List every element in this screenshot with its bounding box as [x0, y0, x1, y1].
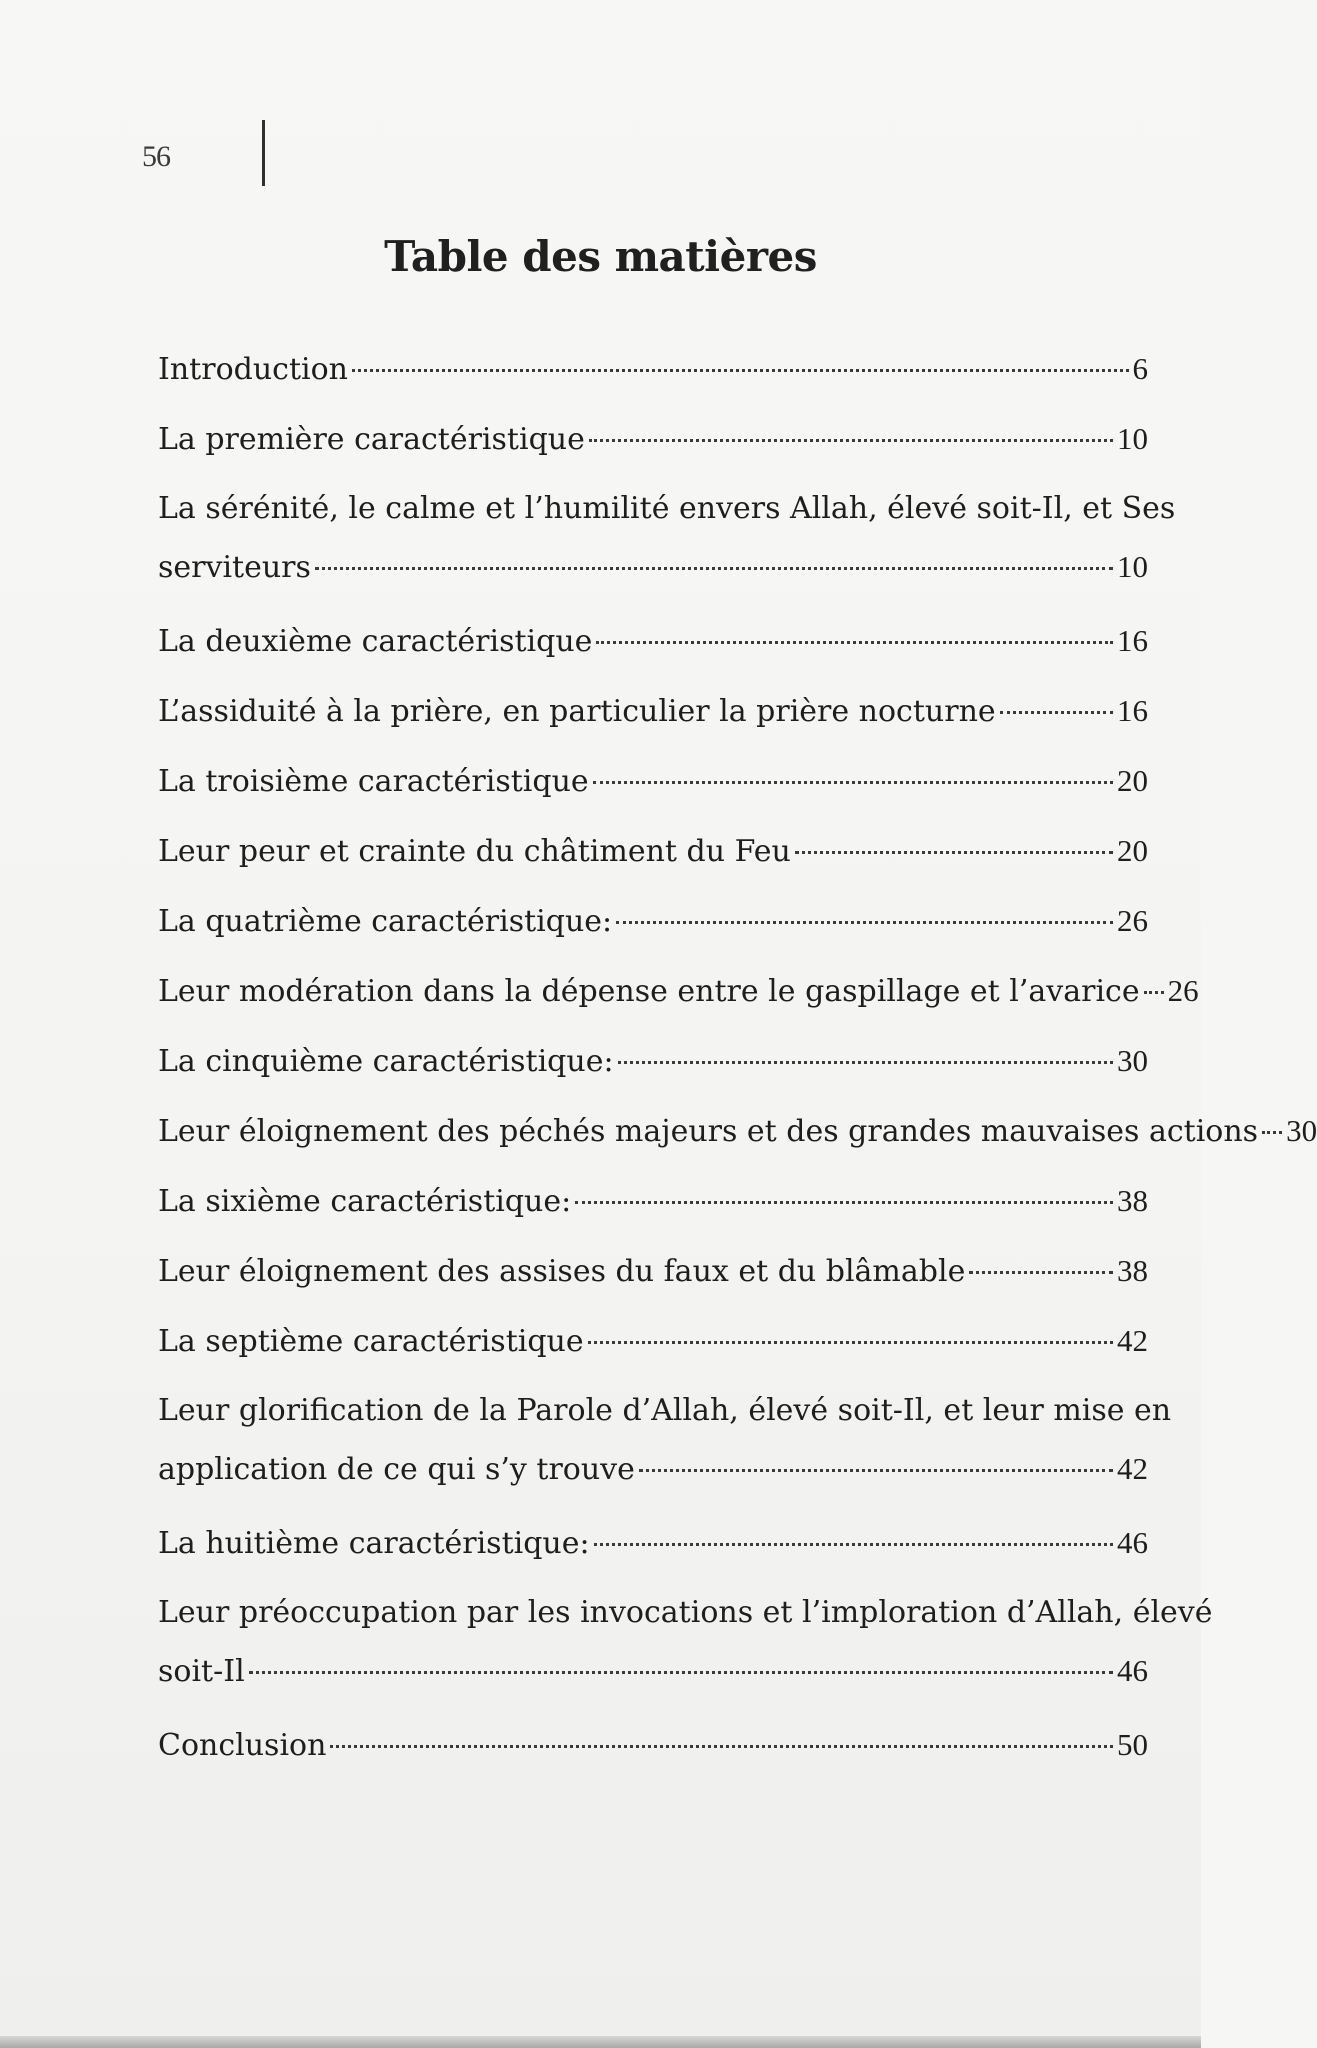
toc-entry-text-line: Leur éloignement des péchés majeurs et des grandes mauvaises actions	[158, 1114, 1259, 1149]
toc-entry-text-line: soit-Il	[158, 1654, 245, 1689]
toc-entry	[158, 1514, 1148, 1584]
toc-entry-page: 16	[1117, 623, 1148, 658]
toc-entry-page: 42	[1117, 1451, 1148, 1486]
toc-leader-dots	[969, 1271, 1113, 1274]
toc-entry-text-line: serviteurs	[158, 550, 311, 585]
page-bottom-edge	[0, 2036, 1201, 2048]
page-number: 56	[142, 140, 170, 173]
toc-entry-last-line	[158, 538, 1148, 597]
toc-entry	[158, 822, 1148, 892]
toc-entry-page: 20	[1117, 763, 1148, 798]
toc-leader-dots	[639, 1469, 1113, 1472]
toc-entry-text-line: La première caractéristique	[158, 422, 585, 457]
toc-entry-text-line: Leur préoccupation par les invocations et l’imploration d’Allah, élevé	[158, 1595, 1213, 1630]
toc-entry	[158, 1032, 1148, 1102]
toc-entry-page: 10	[1117, 421, 1148, 456]
toc-entry-text-line: Leur modération dans la dépense entre le gaspillage et l’avarice	[158, 974, 1140, 1009]
toc-entry-text-line: La huitième caractéristique:	[158, 1526, 590, 1561]
toc-entry-page: 38	[1117, 1253, 1148, 1288]
toc-entry-text-line: Introduction	[158, 352, 348, 387]
toc-entry-page: 46	[1117, 1653, 1148, 1688]
toc-entry-page: 42	[1117, 1323, 1148, 1358]
toc-entry	[158, 612, 1148, 682]
toc-entry	[158, 480, 1176, 612]
toc-leader-dots	[618, 1061, 1113, 1064]
toc-leader-dots	[352, 369, 1129, 372]
toc-entry	[158, 1102, 1317, 1172]
toc-entry	[158, 1172, 1148, 1242]
toc-entry	[158, 340, 1148, 410]
toc-entry-page: 26	[1117, 903, 1148, 938]
toc-entry	[158, 410, 1148, 480]
toc-entry-text-line: Leur peur et crainte du châtiment du Feu	[158, 834, 791, 869]
toc-entry-text-line: application de ce qui s’y trouve	[158, 1452, 635, 1487]
toc-entry-page: 6	[1132, 351, 1148, 386]
toc-entry-page: 16	[1117, 693, 1148, 728]
toc-leader-dots	[575, 1201, 1113, 1204]
toc-leader-dots	[589, 439, 1113, 442]
toc-entry-text-line: L’assiduité à la prière, en particulier la prière nocturne	[158, 694, 996, 729]
toc-entry-last-line	[158, 1440, 1148, 1499]
toc-entry-page: 30	[1286, 1113, 1317, 1148]
toc-entry	[158, 1716, 1148, 1786]
toc-entry-text-line: La sérénité, le calme et l’humilité envers Allah, élevé soit-Il, et Ses	[158, 491, 1176, 526]
toc-entry	[158, 1242, 1148, 1312]
toc-entry	[158, 962, 1199, 1032]
header-vertical-rule	[262, 120, 265, 186]
toc-leader-dots	[1262, 1131, 1282, 1134]
toc-entry-text-line: Leur glorification de la Parole d’Allah, élevé soit-Il, et leur mise en	[158, 1393, 1172, 1428]
toc-leader-dots	[1000, 711, 1113, 714]
toc-entry-text-line: La quatrième caractéristique:	[158, 904, 613, 939]
toc-entry-text-line: La septième caractéristique	[158, 1324, 584, 1359]
toc-leader-dots	[330, 1745, 1113, 1748]
toc-entry-text-line: La deuxième caractéristique	[158, 624, 593, 659]
toc-entry-last-line	[158, 1642, 1148, 1701]
table-of-contents	[158, 340, 1317, 1786]
page-title: Table des matières	[384, 232, 817, 281]
toc-leader-dots	[315, 567, 1113, 570]
toc-entry	[158, 1584, 1213, 1716]
toc-entry	[158, 682, 1148, 752]
toc-leader-dots	[795, 851, 1113, 854]
toc-entry-text-line: La sixième caractéristique:	[158, 1184, 572, 1219]
toc-leader-dots	[593, 781, 1113, 784]
toc-leader-dots	[1144, 991, 1164, 994]
toc-entry-page: 30	[1117, 1043, 1148, 1078]
toc-entry-text-line: Leur éloignement des assises du faux et du blâmable	[158, 1254, 966, 1289]
toc-leader-dots	[596, 641, 1113, 644]
toc-leader-dots	[588, 1341, 1113, 1344]
toc-entry-page: 50	[1117, 1727, 1148, 1762]
toc-leader-dots	[594, 1543, 1113, 1546]
toc-entry	[158, 892, 1148, 962]
toc-entry-page: 26	[1167, 973, 1199, 1008]
toc-entry	[158, 752, 1148, 822]
toc-entry-page: 38	[1117, 1183, 1148, 1218]
toc-entry-text-line: La troisième caractéristique	[158, 764, 589, 799]
toc-leader-dots	[616, 921, 1113, 924]
toc-entry	[158, 1312, 1148, 1382]
toc-entry-page: 46	[1117, 1525, 1148, 1560]
toc-entry	[158, 1382, 1172, 1514]
toc-entry-text-line: Conclusion	[158, 1728, 327, 1763]
toc-entry-text-line: La cinquième caractéristique:	[158, 1044, 614, 1079]
toc-leader-dots	[249, 1671, 1113, 1674]
toc-entry-page: 10	[1117, 549, 1148, 584]
toc-entry-page: 20	[1117, 833, 1148, 868]
